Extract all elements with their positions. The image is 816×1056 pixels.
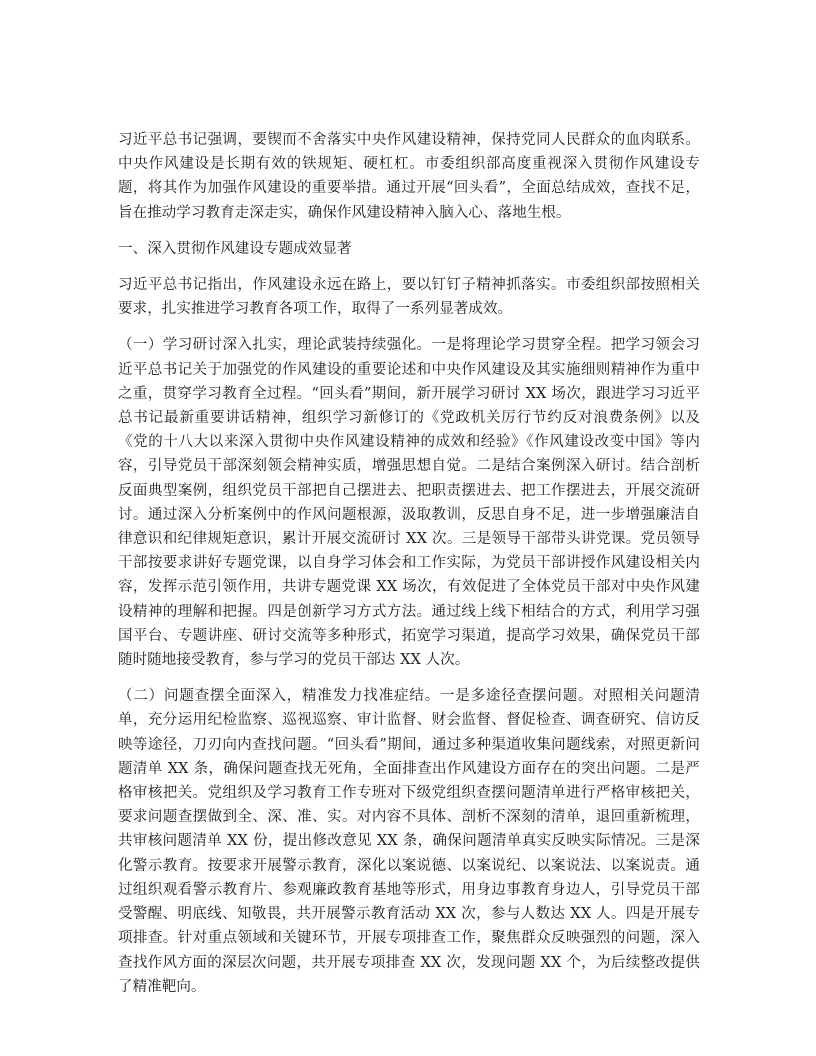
section-intro-paragraph: 习近平总书记指出，作风建设永远在路上，要以钉钉子精神抓落实。市委组织部按照相关要求，扎实推进学习教育各项工作，取得了一系列显著成效。 bbox=[118, 277, 700, 318]
document-page bbox=[118, 128, 700, 1011]
section-heading: 一、深入贯彻作风建设专题成效显著 bbox=[118, 240, 352, 257]
subsection-2-paragraph: （二）问题查摆全面深入，精准发力找准症结。一是多途径查摆问题。对照相关问题清单，充分运用纪检监察、巡视巡察、审计监督、财会监督、督促检查、调查研究、信访反映等途径，刀刃向内查找问题。“回头看”期间，通过多种渠道收集问题线索，对照更新问题清单 XX 条，确保问题查找无死角，全面排查出作风建设方面存在的突出问题。二是严格审核把关。党组织及学习教育工作专班对下级党组织查摆问题清单进行严格审核把关，要求问题查摆做到全、深、准、实。对内容不具体、剖析不深刻的清单，退回重新梳理，共审核问题清单 XX 份，提出修改意见 XX 条，确保问题清单真实反映实际情况。三是深化警示教育。按要求开展警示教育，深化以案说德、以案说纪、以案说法、以案说责。通过组织观看警示教育片、参观廉政教育基地等形式，用身边事教育身边人，引导党员干部受警醒、明底线、知敬畏，共开展警示教育活动 XX 次，参与人数达 XX 人。四是开展专项排查。针对重点领域和关键环节，开展专项排查工作，聚焦群众反映强烈的问题，深入查找作风方面的深层次问题，共开展专项排查 XX 次，发现问题 XX 个，为后续整改提供了精准靶向。 bbox=[118, 688, 700, 995]
intro-paragraph: 习近平总书记强调，要锲而不舍落实中央作风建设精神，保持党同人民群众的血肉联系。中央作风建设是长期有效的铁规矩、硬杠杠。市委组织部高度重视深入贯彻作风建设专题，将其作为加强作风建设的重要举措。通过开展“回头看”，全面总结成效，查找不足，旨在推动学习教育走深走实，确保作风建设精神入脑入心、落地生根。 bbox=[118, 132, 700, 221]
subsection-1-paragraph: （一）学习研讨深入扎实，理论武装持续强化。一是将理论学习贯穿全程。把学习领会习近平总书记关于加强党的作风建设的重要论述和中央作风建设及其实施细则精神作为重中之重，贯穿学习教育全过程。“回头看”期间，新开展学习研讨 XX 场次，跟进学习习近平总书记最新重要讲话精神，组织学习新修订的《党政机关厉行节约反对浪费条例》以及《党的十八大以来深入贯彻中央作风建设精神的成效和经验》《作风建设改变中国》等内容，引导党员干部深刻领会精神实质，增强思想自觉。二是结合案例深入研讨。结合剖析反面典型案例，组织党员干部把自己摆进去、把职责摆进去、把工作摆进去，开展交流研讨。通过深入分析案例中的作风问题根源，汲取教训，反思自身不足，进一步增强廉洁自律意识和纪律规矩意识，累计开展交流研讨 XX 次。三是领导干部带头讲党课。党员领导干部按要求讲好专题党课，以自身学习体会和工作实际，为党员干部讲授作风建设相关内容，发挥示范引领作用，共讲专题党课 XX 场次，有效促进了全体党员干部对中央作风建设精神的理解和把握。四是创新学习方式方法。通过线上线下相结合的方式，利用学习强国平台、专题讲座、研讨交流等多种形式，拓宽学习渠道，提高学习效果，确保党员干部随时随地接受教育，参与学习的党员干部达 XX 人次。 bbox=[118, 337, 700, 669]
